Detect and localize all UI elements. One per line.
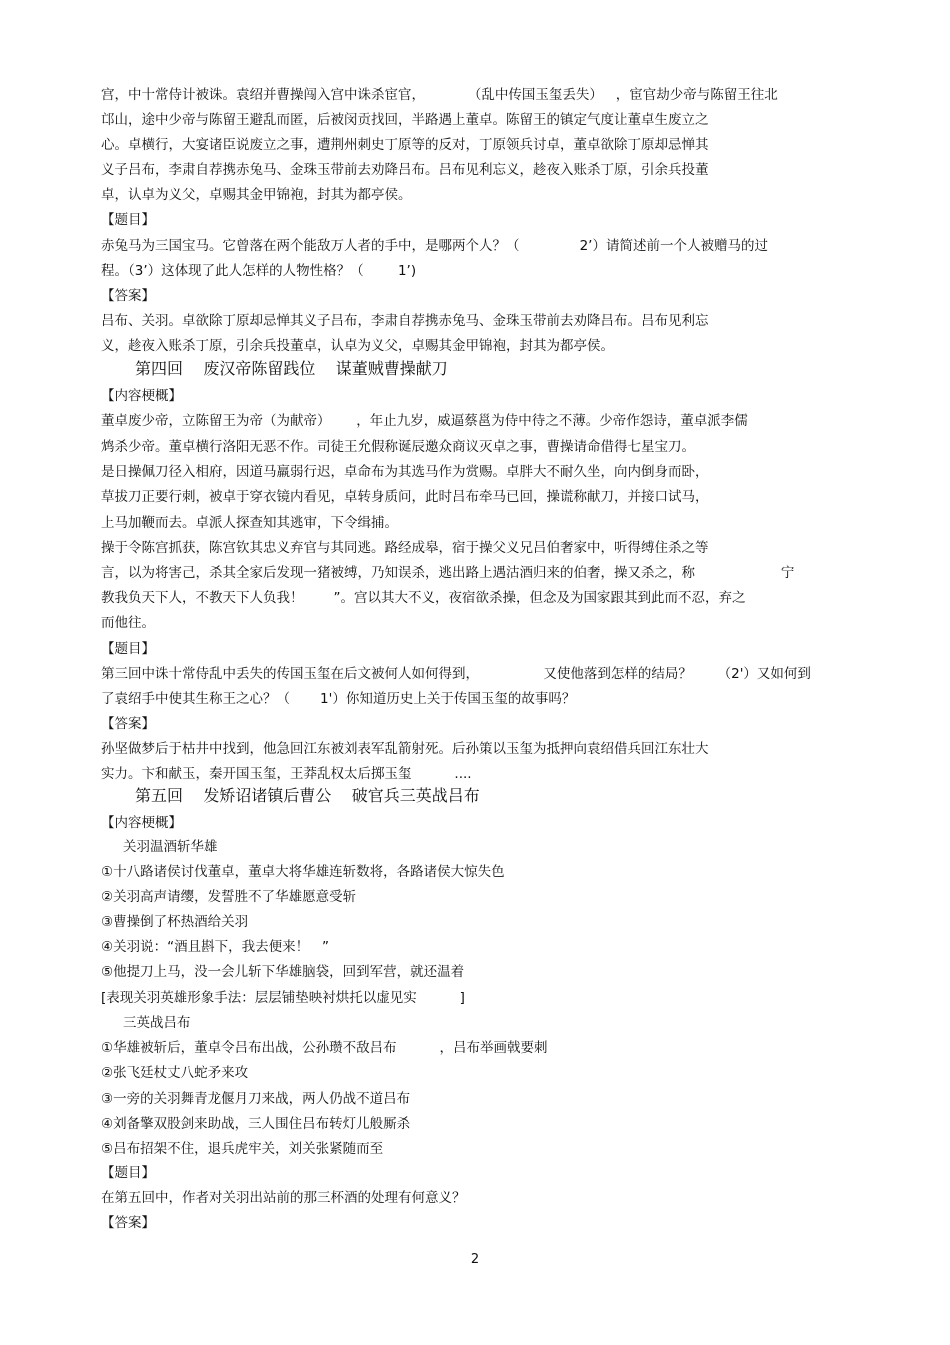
text-line: [表现关羽英雄形象手法：层层铺垫映衬烘托以虚见实 ] bbox=[101, 990, 465, 1006]
text-line: 赤兔马为三国宝马。它曾落在两个能敌万人者的手中，是哪两个人？（ 2’）请简述前一个人被赠马的过 bbox=[101, 238, 768, 254]
text-line: 鸩杀少帝。董卓横行洛阳无恶不作。司徒王允假称诞辰邀众商议灭卓之事，曹操请命借得七星宝刀。 bbox=[101, 439, 695, 455]
text-line: 【题目】 bbox=[101, 641, 155, 657]
text-line: 三英战吕布 bbox=[123, 1015, 191, 1031]
text-line: ①华雄被斩后，董卓令吕布出战，公孙瓒不敌吕布 ，吕布举画戟要刺 bbox=[101, 1040, 548, 1056]
text-line: 吕布、关羽。卓欲除丁原却忌惮其义子吕布，李肃自荐携赤兔马、金珠玉带前去劝降吕布。吕布见利忘 bbox=[101, 313, 709, 329]
text-line: 程。（3’）这体现了此人怎样的人物性格？（ 1’) bbox=[101, 263, 417, 279]
text-line: 言，以为将害己，杀其全家后发现一猪被缚，乃知误杀，逃出路上遇沽酒归来的伯奢，操又杀之，称 宁 bbox=[101, 565, 795, 581]
text-line: ②张飞廷杖丈八蛇矛来攻 bbox=[101, 1065, 249, 1081]
text-line: ②关羽高声请缨，发誓胜不了华雄愿意受斩 bbox=[101, 889, 357, 905]
text-line: 【答案】 bbox=[101, 716, 155, 732]
text-line: 邙山，途中少帝与陈留王避乱而匿，后被闵贡找回，半路遇上董卓。陈留王的镇定气度让董卓生废立之 bbox=[101, 112, 709, 128]
text-line: 实力。卞和献玉，秦开国玉玺，王莽乱权太后掷玉玺 .... bbox=[101, 766, 472, 782]
text-line: 教我负天下人，不教天下人负我！ ”。宫以其大不义，夜宿欲杀操，但念及为国家跟其到此而不忍，弃之 bbox=[101, 590, 746, 606]
text-line: 【题目】 bbox=[101, 1165, 155, 1181]
chapter-heading: 第五回 发矫诏诸镇后曹公 破官兵三英战吕布 bbox=[135, 786, 480, 805]
text-line: 草拔刀正要行刺，被卓于穿衣镜内看见，卓转身质问，此时吕布牵马已回，操谎称献刀，并接口试马， bbox=[101, 489, 709, 505]
text-line: 【答案】 bbox=[101, 288, 155, 304]
text-line: 在第五回中，作者对关羽出站前的那三杯酒的处理有何意义？ bbox=[101, 1190, 466, 1206]
text-line: 而他往。 bbox=[101, 615, 155, 631]
text-line: ④刘备擎双股剑来助战，三人围住吕布转灯儿般厮杀 bbox=[101, 1116, 411, 1132]
text-line: 关羽温酒斩华雄 bbox=[123, 839, 218, 855]
text-line: 孙坚做梦后于枯井中找到，他急回江东被刘表军乱箭射死。后孙策以玉玺为抵押向袁绍借兵回江东壮大 bbox=[101, 741, 709, 757]
text-line: 【内容梗概】 bbox=[101, 388, 182, 404]
text-line: ③曹操倒了杯热酒给关羽 bbox=[101, 914, 249, 930]
text-line: 上马加鞭而去。卓派人探查知其逃审，下令缉捕。 bbox=[101, 515, 398, 531]
chapter-heading: 第四回 废汉帝陈留践位 谋董贼曹操献刀 bbox=[135, 359, 448, 378]
text-line: 义，趁夜入账杀丁原，引余兵投董卓，认卓为义父，卓赐其金甲锦袍，封其为都亭侯。 bbox=[101, 338, 614, 354]
text-line: 【内容梗概】 bbox=[101, 815, 182, 831]
text-line: 义子吕布，李肃自荐携赤兔马、金珠玉带前去劝降吕布。吕布见利忘义，趁夜入账杀丁原，引余兵投董 bbox=[101, 162, 709, 178]
text-line: 卓，认卓为义父，卓赐其金甲锦袍，封其为都亭侯。 bbox=[101, 187, 412, 203]
text-line: 【题目】 bbox=[101, 212, 155, 228]
text-line: 【答案】 bbox=[101, 1215, 155, 1231]
text-line: ③一旁的关羽舞青龙偃月刀来战，两人仍战不道吕布 bbox=[101, 1091, 411, 1107]
text-line: 董卓废少帝，立陈留王为帝（为献帝） ，年止九岁，威逼蔡邕为侍中待之不薄。少帝作怨诗，董卓派李儒 bbox=[101, 413, 748, 429]
text-line: 宫，中十常侍计被诛。袁绍并曹操闯入宫中诛杀宦官， （乱中传国玉玺丢失） ，宦官劫少帝与陈留王往北 bbox=[101, 87, 778, 103]
text-line: 心。卓横行，大宴诸臣说废立之事，遭荆州刺史丁原等的反对，丁原领兵讨卓，董卓欲除丁原却忌惮其 bbox=[101, 137, 709, 153]
text-line: 操于令陈宫抓获，陈宫钦其忠义弃官与其同逃。路经成皋，宿于操父义兄吕伯奢家中，听得缚住杀之等 bbox=[101, 540, 709, 556]
text-line: 是日操佩刀径入相府，因道马羸弱行迟，卓命布为其选马作为赏赐。卓胖大不耐久坐，向内倒身而卧， bbox=[101, 464, 709, 480]
text-line: 了袁绍手中使其生称王之心？（ 1'）你知道历史上关于传国玉玺的故事吗？ bbox=[101, 691, 576, 707]
text-line: 第三回中诛十常侍乱中丢失的传国玉玺在后文被何人如何得到， 又使他落到怎样的结局？ （2'）又如何到 bbox=[101, 666, 811, 682]
text-line: ⑤他提刀上马，没一会儿斩下华雄脑袋，回到军营，就还温着 bbox=[101, 964, 465, 980]
page-number: 2 bbox=[470, 1252, 480, 1267]
text-line: ④关羽说：“酒且斟下，我去便来！ ” bbox=[101, 939, 329, 955]
text-line: ①十八路诸侯讨伐董卓，董卓大将华雄连斩数将，各路诸侯大惊失色 bbox=[101, 864, 505, 880]
text-line: ⑤吕布招架不住，退兵虎牢关，刘关张紧随而至 bbox=[101, 1141, 384, 1157]
